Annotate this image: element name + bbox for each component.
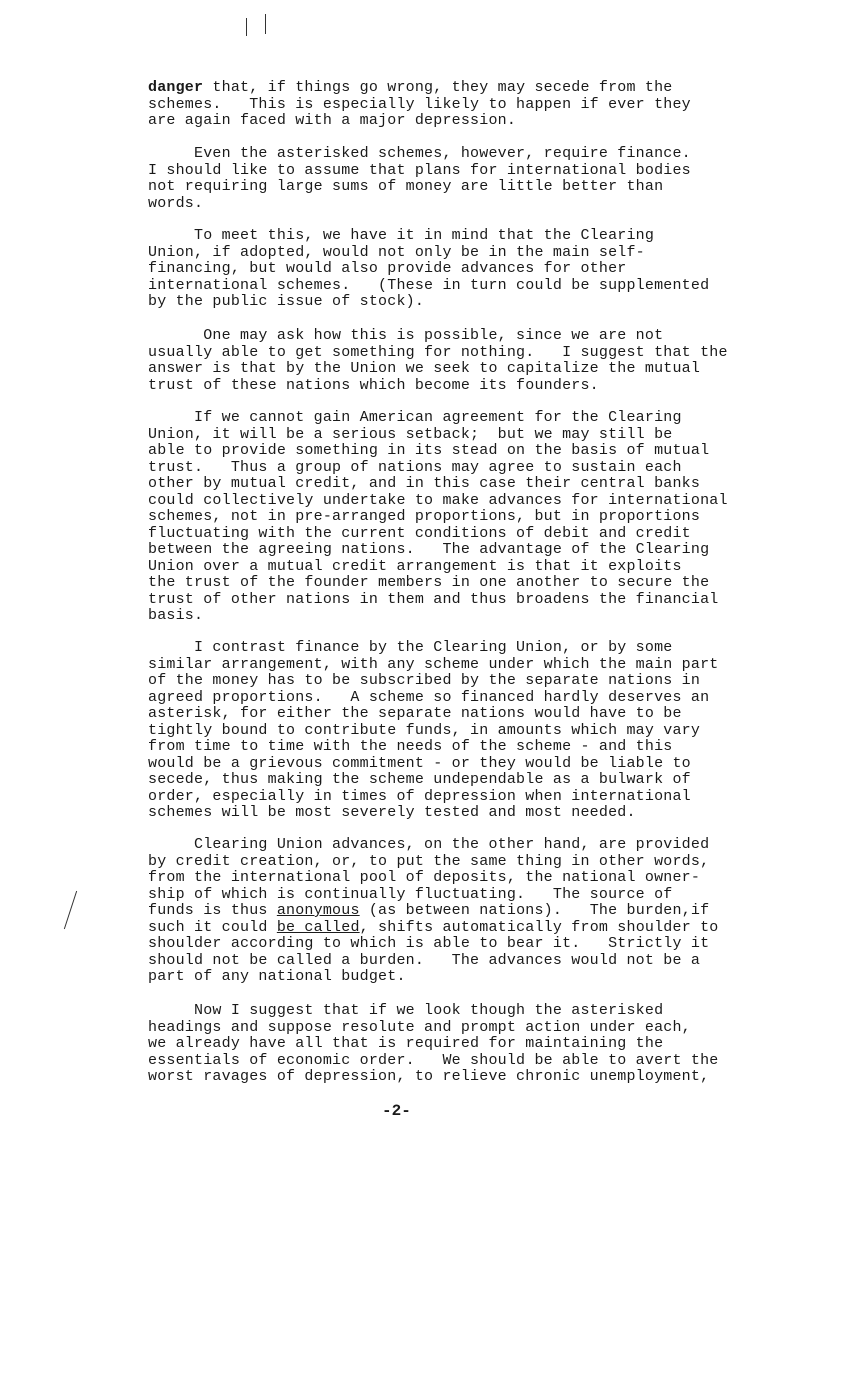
text-run: by credit creation, or, to put the same thing in other words, [148, 852, 710, 870]
text-run: similar arrangement, with any scheme under which the main part [148, 655, 719, 673]
text-line [148, 361, 788, 378]
text-line [148, 97, 788, 114]
paragraph-6 [148, 640, 788, 822]
text-line [148, 245, 788, 262]
text-run: secede, thus making the scheme undependable as a bulwark of [148, 771, 691, 788]
text-run: trust of these nations which become its founders. [148, 376, 599, 394]
text-line [148, 294, 788, 311]
text-line [148, 410, 788, 427]
text-line [148, 1069, 788, 1086]
text-run: could collectively undertake to make advances for international [148, 491, 728, 509]
text-line [148, 542, 788, 559]
text-line [148, 608, 788, 625]
margin-mark [64, 891, 77, 929]
paragraph-5 [148, 410, 788, 625]
text-line [148, 345, 788, 362]
text-line [148, 706, 788, 723]
text-run: shoulder according to which is able to bear it. Strictly it [148, 935, 710, 952]
text-run: would be a grievous commitment - or they would be liable to [148, 754, 691, 772]
text-run: trust of other nations in them and thus broadens the financial [148, 590, 719, 608]
text-line [148, 690, 788, 707]
text-line [148, 378, 788, 395]
text-run: worst ravages of depression, to relieve chronic unemployment, [148, 1068, 710, 1085]
text-line [148, 936, 788, 953]
text-line [148, 179, 788, 196]
text-line [148, 805, 788, 822]
text-run: part of any national budget. [148, 968, 406, 985]
text-line [148, 1053, 788, 1070]
text-line [148, 80, 788, 97]
text-line [148, 493, 788, 510]
text-run: of the money has to be subscribed by the separate nations in [148, 672, 701, 689]
paragraph-1 [148, 80, 788, 130]
paragraph-4 [148, 328, 788, 394]
text-run: (as between nations). The burden,if [359, 902, 710, 919]
text-line [148, 1036, 788, 1053]
text-run: headings and suppose resolute and prompt action under each, [148, 1018, 691, 1036]
text-run: essentials of economic order. We should be able to avert the [148, 1051, 719, 1069]
text-line [148, 443, 788, 460]
text-line [148, 526, 788, 543]
text-run: One may ask how this is possible, since we are not [148, 327, 664, 344]
text-line [148, 559, 788, 576]
text-run: usually able to get something for nothing. I suggest that the [148, 343, 728, 361]
scan-mark-top-2 [265, 14, 266, 34]
text-line [148, 328, 788, 345]
text-run: If we cannot gain American agreement for the Clearing [148, 409, 682, 426]
text-run: answer is that by the Union we seek to capitalize the mutual [148, 360, 701, 377]
text-run: financing, but would also provide advances for other [148, 260, 627, 277]
text-run: be called [276, 918, 360, 936]
text-run: , shifts automatically from shoulder to [359, 918, 719, 936]
text-line [148, 196, 788, 213]
text-line [148, 427, 788, 444]
text-line [148, 837, 788, 854]
text-line [148, 657, 788, 674]
text-line [148, 887, 788, 904]
text-run: tightly bound to contribute funds, in amounts which may vary [148, 721, 701, 739]
paragraph-3 [148, 228, 788, 311]
text-run: I should like to assume that plans for international bodies [148, 161, 691, 179]
text-run: other by mutual credit, and in this case their central banks [148, 475, 701, 492]
text-line [148, 739, 788, 756]
text-run: the trust of the founder members in one another to secure the [148, 574, 710, 591]
text-line [148, 460, 788, 477]
text-run: from time to time with the needs of the scheme - and this [148, 738, 673, 755]
text-line [148, 1020, 788, 1037]
text-line [148, 1003, 788, 1020]
text-line [148, 673, 788, 690]
text-line [148, 163, 788, 180]
text-run: we already have all that is required for maintaining the [148, 1035, 664, 1052]
text-run: such it could [148, 918, 277, 936]
text-run: schemes will be most severely tested and most needed. [148, 804, 636, 821]
text-run: trust. Thus a group of nations may agree to sustain each [148, 458, 682, 476]
text-run: international schemes. (These in turn could be supplemented [148, 276, 710, 294]
text-run: fluctuating with the current conditions of debit and credit [148, 524, 691, 542]
text-run: To meet this, we have it in mind that the Clearing [148, 227, 655, 244]
text-line [148, 723, 788, 740]
text-run: funds is thus [148, 902, 277, 919]
text-run: Clearing Union advances, on the other hand, are provided [148, 836, 710, 853]
text-line [148, 854, 788, 871]
text-line [148, 146, 788, 163]
text-run: schemes, not in pre-arranged proportions, but in proportions [148, 508, 701, 525]
text-run: Now I suggest that if we look though the asterisked [148, 1002, 664, 1019]
text-line [148, 592, 788, 609]
text-line [148, 953, 788, 970]
text-run: from the international pool of deposits, the national owner- [148, 869, 701, 886]
text-line [148, 969, 788, 986]
text-line [148, 476, 788, 493]
text-run: not requiring large sums of money are little better than [148, 178, 664, 195]
text-run: Union over a mutual credit arrangement is that it exploits [148, 557, 682, 575]
text-run: should not be called a burden. The advances would not be a [148, 951, 701, 969]
text-line [148, 575, 788, 592]
page-number: -2- [382, 1102, 411, 1120]
text-run: able to provide something in its stead on the basis of mutual [148, 442, 710, 459]
text-run: ship of which is continually fluctuating. The source of [148, 885, 673, 903]
text-run: Even the asterisked schemes, however, require finance. [148, 145, 691, 162]
text-line [148, 113, 788, 130]
text-line [148, 870, 788, 887]
text-run: agreed proportions. A scheme so financed hardly deserves an [148, 688, 710, 706]
text-line [148, 903, 788, 920]
text-run: danger [148, 79, 204, 96]
text-run: between the agreeing nations. The advantage of the Clearing [148, 541, 710, 558]
text-run: I contrast finance by the Clearing Union, or by some [148, 639, 673, 656]
text-run: asterisk, for either the separate nations would have to be [148, 705, 682, 722]
text-line [148, 772, 788, 789]
scan-mark-top [246, 18, 247, 36]
text-line [148, 640, 788, 657]
text-run: schemes. This is especially likely to happen if ever they [148, 95, 691, 113]
text-run: anonymous [276, 902, 360, 919]
text-run: order, especially in times of depression when international [148, 787, 691, 805]
text-run: Union, if adopted, would not only be in the main self- [148, 243, 645, 261]
text-line [148, 509, 788, 526]
text-run: basis. [148, 607, 204, 624]
text-run: by the public issue of stock). [148, 293, 425, 310]
text-line [148, 228, 788, 245]
paragraph-7 [148, 837, 788, 986]
text-run: are again faced with a major depression. [148, 112, 517, 129]
text-line [148, 756, 788, 773]
text-run: Union, it will be a serious setback; but we may still be [148, 425, 673, 443]
paragraph-8 [148, 1003, 788, 1086]
text-line [148, 789, 788, 806]
paragraph-2 [148, 146, 788, 212]
text-run: words. [148, 194, 204, 212]
text-line [148, 920, 788, 937]
text-run: that, if things go wrong, they may secede from the [203, 79, 673, 96]
text-line [148, 278, 788, 295]
text-line [148, 261, 788, 278]
